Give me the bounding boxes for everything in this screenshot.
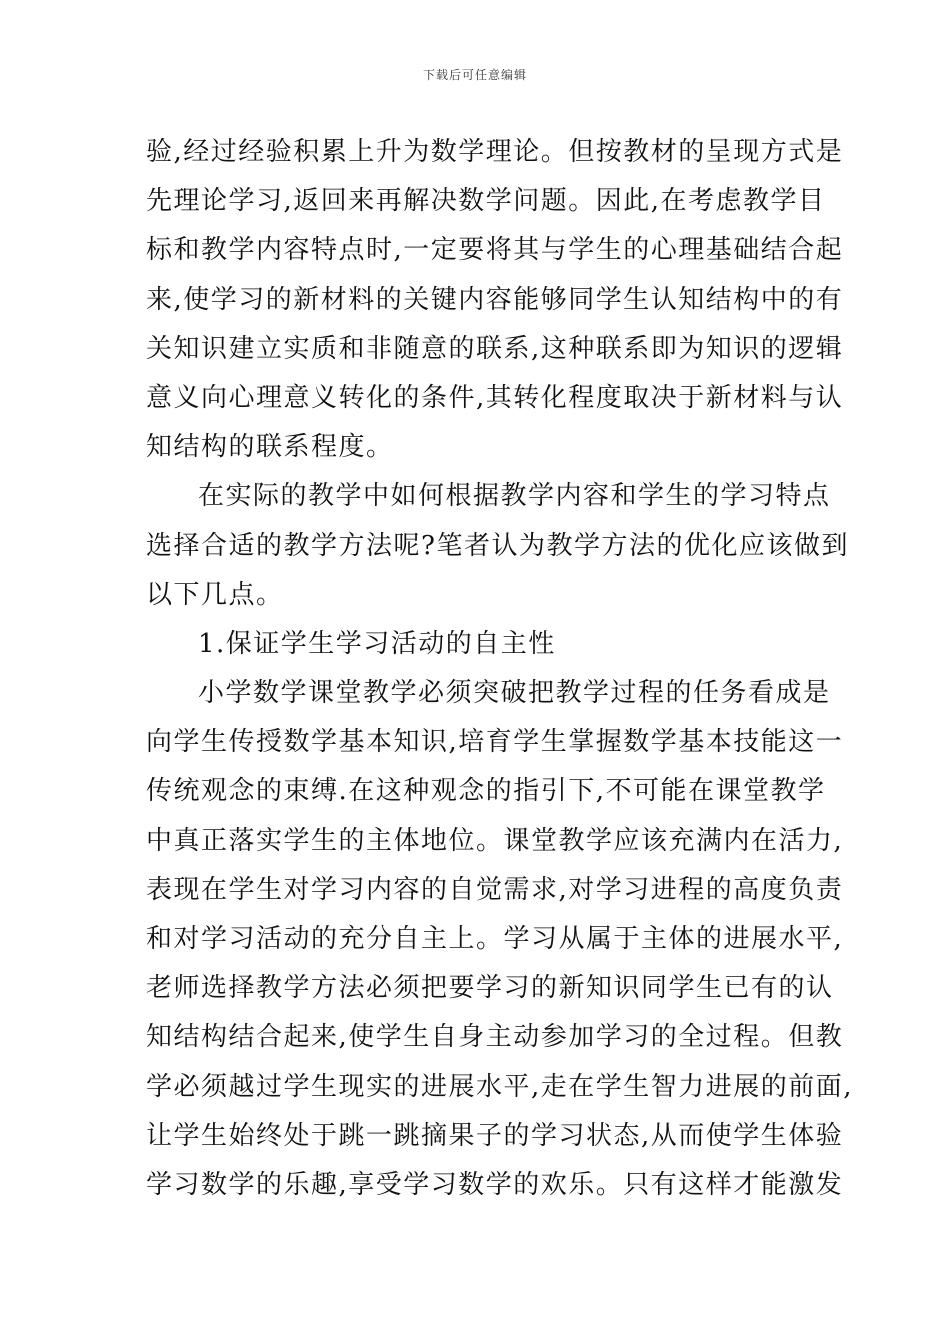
page-header: 下载后可任意编辑 bbox=[422, 68, 527, 82]
text-line: 意义向心理意义转化的条件,其转化程度取决于新材料与认 bbox=[146, 382, 844, 413]
text-line: 关知识建立实质和非随意的联系,这种联系即为知识的逻辑 bbox=[146, 333, 844, 364]
text-line: 来,使学习的新材料的关键内容能够同学生认知结构中的有 bbox=[146, 284, 844, 315]
text-line: 和对学习活动的充分自主上。学习从属于主体的进展水平, bbox=[146, 924, 844, 954]
text-line: 标和教学内容特点时,一定要将其与学生的心理基础结合起 bbox=[146, 235, 844, 266]
text-line: 先理论学习,返回来再解决数学问题。因此,在考虑教学目 bbox=[146, 186, 826, 217]
text-line: 学必须越过学生现实的进展水平,走在学生智力进展的前面, bbox=[146, 1071, 854, 1102]
text-line: 传统观念的束缚.在这种观念的指引下,不可能在课堂教学 bbox=[146, 776, 826, 807]
text-line: 以下几点。 bbox=[146, 579, 284, 610]
document-body bbox=[146, 128, 854, 1210]
text-line: 向学生传授数学基本知识,培育学生掌握数学基本技能这一 bbox=[146, 727, 844, 758]
text-line: 验,经过经验积累上升为数学理论。但按教材的呈现方式是 bbox=[146, 137, 844, 167]
text-line: 选择合适的教学方法呢?笔者认为教学方法的优化应该做到 bbox=[146, 530, 849, 561]
section-heading: 1.保证学生学习活动的自主性 bbox=[198, 628, 556, 659]
text-line: 学习数学的乐趣,享受学习数学的欢乐。只有这样才能激发 bbox=[146, 1169, 844, 1200]
paragraph-first-line: 在实际的教学中如何根据教学内容和学生的学习特点 bbox=[198, 481, 831, 512]
paragraph-first-line: 小学数学课堂教学必须突破把教学过程的任务看成是 bbox=[198, 678, 831, 709]
text-line: 知结构结合起来,使学生自身主动参加学习的全过程。但教 bbox=[146, 1022, 844, 1053]
text-line: 中真正落实学生的主体地位。课堂教学应该充满内在活力, bbox=[146, 825, 844, 856]
text-line: 让学生始终处于跳一跳摘果子的学习状态,从而使学生体验 bbox=[146, 1120, 844, 1151]
text-line: 知结构的联系程度。 bbox=[146, 432, 394, 463]
text-line: 老师选择教学方法必须把要学习的新知识同学生已有的认 bbox=[146, 973, 834, 1004]
text-line: 表现在学生对学习内容的自觉需求,对学习进程的高度负责 bbox=[146, 874, 844, 905]
